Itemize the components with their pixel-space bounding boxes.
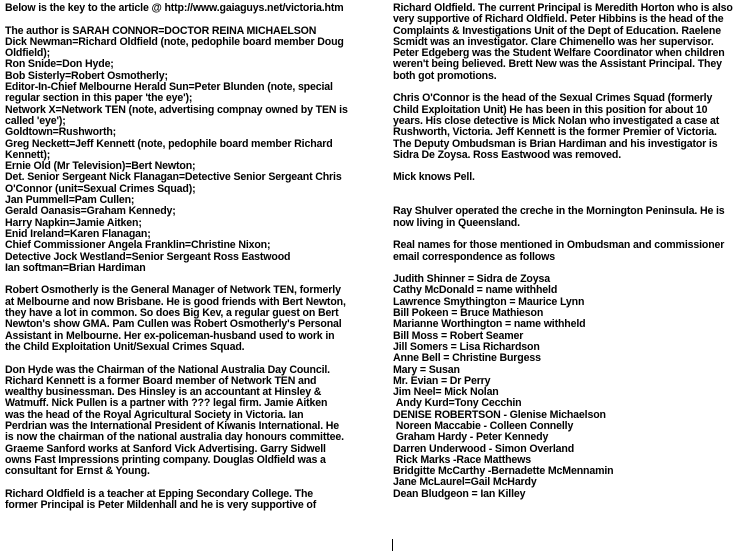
text-line: Noreen Maccabie - Colleen Connelly: [393, 419, 574, 432]
text-line: Marianne Worthington = name withheld: [393, 318, 586, 331]
text-line: Judith Shinner = Sidra de Zoysa: [393, 273, 550, 286]
text-line: both got promotions.: [393, 69, 497, 82]
text-line: Jan Pummell=Pam Cullen;: [5, 194, 135, 207]
text-line: weren't being believed. Brett New was the Assistant Principal. They: [393, 58, 722, 71]
text-line: Oldfield);: [5, 47, 50, 60]
text-line: Kennett);: [5, 148, 51, 161]
text-line: Gerald Oanasis=Graham Kennedy;: [5, 205, 176, 218]
text-line: Ron Snide=Don Hyde;: [5, 58, 114, 71]
text-line: Det. Senior Sergeant Nick Flanagan=Detective Senior Sergeant Chris: [5, 171, 342, 184]
text-line: former Principal is Peter Mildenhall and he is very supportive of: [5, 499, 317, 512]
text-line: Below is the key to the article @ http://www.gaiaguys.net/victoria.htm: [5, 2, 344, 14]
text-line: Bill Pokeen = Bruce Mathieson: [393, 307, 544, 320]
text-line: Complaints & Investigations Unit of the Dept of Education. Raelene: [393, 24, 721, 37]
text-line: Chris O'Connor is the head of the Sexual Crimes Squad (formerly: [393, 92, 713, 105]
blank-line: [393, 184, 745, 195]
document-right-column: [393, 3, 745, 500]
text-line: DENISE ROBERTSON - Glenise Michaelson: [393, 408, 606, 421]
text-line: called 'eye');: [5, 114, 66, 127]
text-line: Peter Edgeberg was the Student Welfare Coordinator when children: [393, 47, 725, 60]
text-line: Rick Marks -Race Matthews: [393, 453, 531, 466]
text-line: is now the chairman of the national australia day honours committee.: [5, 431, 344, 444]
text-line: Cathy McDonald = name withheld: [393, 284, 558, 297]
text-line: Bill Moss = Robert Seamer: [393, 329, 524, 342]
text-line: Graeme Sanford works at Sanford Vick Advertising. Garry Sidwell: [5, 442, 326, 455]
text-line: Mr. Evian = Dr Perry: [393, 374, 491, 387]
text-line: Greg Neckett=Jeff Kennett (note, pedophile board member Richard: [5, 137, 333, 150]
text-line: years. His close detective is Mick Nolan who investigated a case at: [393, 114, 720, 127]
text-line: now living in Queensland.: [393, 216, 520, 229]
text-line: Jim Neel= Mick Nolan: [393, 386, 499, 399]
text-line: Sidra De Zoysa. Ross Eastwood was removed.: [393, 148, 622, 161]
text-line: Perdrian was the International President of Kiwanis International. He: [5, 419, 340, 432]
text-line: Watmuff. Nick Pullen is a partner with ??? legal firm. Jamie Aitken: [5, 397, 328, 410]
text-line: Richard Kennett is a former Board member of Network TEN and: [5, 374, 317, 387]
text-line: Rushworth, Victoria. Jeff Kennett is the former Premier of Victoria.: [393, 126, 717, 139]
text-line: Richard Oldfield is a teacher at Epping Secondary College. The: [5, 487, 314, 500]
text-line: Detective Jock Westland=Senior Sergeant Ross Eastwood: [5, 250, 291, 263]
blank-line: [5, 353, 373, 364]
text-line: Ray Shulver operated the creche in the Mornington Peninsula. He is: [393, 205, 725, 218]
text-line: Robert Osmotherly is the General Manager of Network TEN, formerly: [5, 284, 341, 297]
text-line: Goldtown=Rushworth;: [5, 126, 117, 139]
text-line: Chief Commissioner Angela Franklin=Christine Nixon;: [5, 239, 271, 252]
text-line: consultant for Ernst & Young.: [5, 465, 150, 478]
text-line: Anne Bell = Christine Burgess: [393, 352, 541, 365]
text-line: Newton's show GMA. Pam Cullen was Robert Osmotherly's Personal: [5, 318, 342, 331]
text-line: was the head of the Royal Agricultural Society in Victoria. Ian: [5, 408, 304, 421]
blank-line: [5, 14, 373, 25]
text-line: Bob Sisterly=Robert Osmotherly;: [5, 69, 168, 82]
text-line: they have a lot in common. So does Big Kev, a regular guest on Bert: [5, 307, 339, 320]
text-line: Dean Bludgeon = Ian Killey: [393, 487, 526, 500]
text-line: owns Fast Impressions printing company. Douglas Oldfield was a: [5, 453, 326, 466]
text-line: O'Connor (unit=Sexual Crimes Squad);: [5, 182, 196, 195]
text-line: Richard Oldfield. The current Principal is Meredith Horton who is also: [393, 2, 733, 14]
text-line: wealthy businessman. Des Hinsley is an accountant at Hinsley &: [5, 386, 322, 399]
text-line: at Melbourne and now Brisbane. He is good friends with Bert Newton,: [5, 295, 346, 308]
text-line: Editor-In-Chief Melbourne Herald Sun=Peter Blunden (note, special: [5, 81, 333, 94]
text-line: email correspondence as follows: [393, 250, 555, 263]
text-line: Darren Underwood - Simon Overland: [393, 442, 575, 455]
text-line: Child Exploitation Unit) He has been in this position for about 10: [393, 103, 708, 116]
text-line: The Deputy Ombudsman is Brian Hardiman and his investigator is: [393, 137, 718, 150]
text-line: Ian softman=Brian Hardiman: [5, 261, 146, 274]
text-line: Mary = Susan: [393, 363, 460, 376]
text-line: Jane McLaurel=Gail McHardy: [393, 476, 537, 489]
text-line: regular section in this paper 'the eye');: [5, 92, 193, 105]
text-line: Enid Ireland=Karen Flanagan;: [5, 227, 151, 240]
text-line: Assistant in Melbourne. Her ex-policeman-husband used to work in: [5, 329, 335, 342]
text-line: Andy Kurd=Tony Cecchin: [393, 397, 522, 410]
text-line: Lawrence Smythington = Maurice Lynn: [393, 295, 585, 308]
text-cursor: [392, 539, 393, 551]
text-line: Ernie Old (Mr Television)=Bert Newton;: [5, 160, 196, 173]
text-line: Harry Napkin=Jamie Aitken;: [5, 216, 142, 229]
text-line: very supportive of Richard Oldfield. Peter Hibbins is the head of the: [393, 13, 724, 26]
text-line: Graham Hardy - Peter Kennedy: [393, 431, 549, 444]
text-line: Mick knows Pell.: [393, 171, 475, 184]
text-line: Network X=Network TEN (note, advertising compnay owned by TEN is: [5, 103, 348, 116]
text-line: Jill Somers = Lisa Richardson: [393, 340, 540, 353]
text-line: The author is SARAH CONNOR=DOCTOR REINA MICHAELSON: [5, 24, 317, 37]
document-left-column: [5, 3, 373, 511]
text-line: Don Hyde was the Chairman of the National Australia Day Council.: [5, 363, 330, 376]
text-line: the Child Exploitation Unit/Sexual Crimes Squad.: [5, 340, 245, 353]
text-line: Dick Newman=Richard Oldfield (note, pedophile board member Doug: [5, 35, 344, 48]
text-line: Bridgitte McCarthy -Bernadette McMennamin: [393, 465, 614, 478]
text-line: Real names for those mentioned in Ombudsman and commissioner: [393, 239, 725, 252]
text-line: Scmidt was an investigator. Clare Chimenello was her supervisor.: [393, 35, 714, 48]
